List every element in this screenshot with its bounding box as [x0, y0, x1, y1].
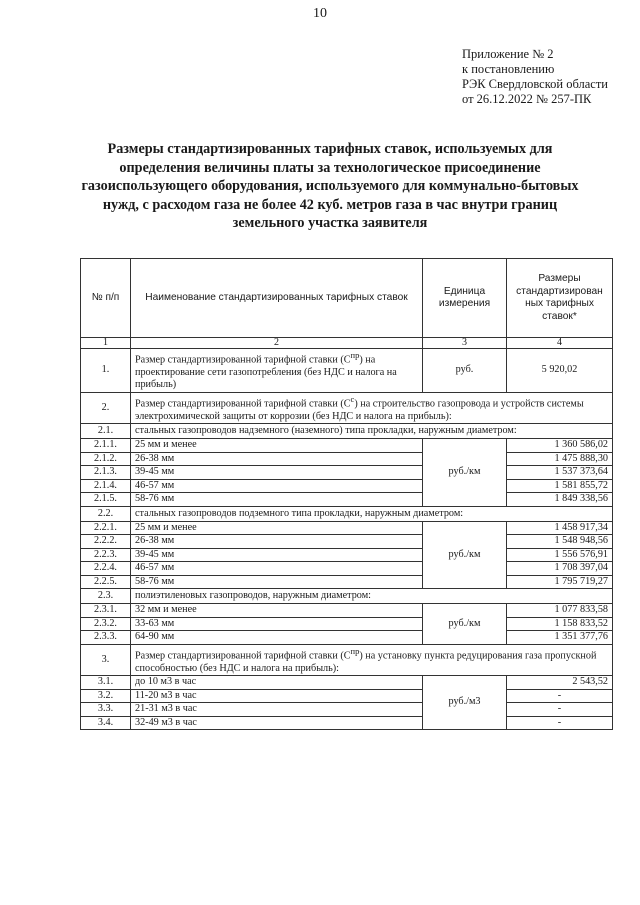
row-num: 2.2. — [81, 506, 131, 521]
header-name: Наименование стандартизированных тарифных ставок — [131, 259, 423, 338]
table-row — [81, 466, 613, 480]
row-num: 2.2.3. — [81, 548, 131, 562]
row-num: 2.2.4. — [81, 562, 131, 576]
row-num: 2.2.5. — [81, 575, 131, 589]
row-num: 2.1. — [81, 424, 131, 439]
row-unit: руб./м3 — [423, 676, 507, 730]
table-row — [81, 631, 613, 645]
table-row — [81, 452, 613, 466]
row-text: ) на установку пункта редуцирования газа пропускной способностью (без НДС и налога на прибыль): — [135, 650, 597, 674]
row-value: 1 537 373,64 — [507, 466, 613, 480]
header-size-line: ставок* — [542, 310, 577, 322]
row-name — [131, 349, 423, 393]
row-name: 46-57 мм — [131, 562, 423, 576]
table-row-1 — [81, 349, 613, 393]
row-text: ) на проектирование сети газопотребления (без НДС и налога на прибыль) — [135, 354, 397, 391]
row-name: 39-45 мм — [131, 466, 423, 480]
table-row — [81, 521, 613, 535]
row-name: 25 мм и менее — [131, 439, 423, 453]
row-num: 3.1. — [81, 676, 131, 690]
row-num: 2.1.4. — [81, 479, 131, 493]
row-value: 1 458 917,34 — [507, 521, 613, 535]
row-num: 2.3.3. — [81, 631, 131, 645]
row-num: 2.3.2. — [81, 617, 131, 631]
col-index: 3 — [423, 338, 507, 349]
row-unit: руб. — [423, 349, 507, 393]
row-num: 3.3. — [81, 703, 131, 717]
group-label: стальных газопроводов надземного (наземного) типа прокладки, наружным диаметром: — [131, 424, 613, 439]
col-index: 2 — [131, 338, 423, 349]
col-index: 4 — [507, 338, 613, 349]
group-row-2-2 — [81, 506, 613, 521]
row-sup: пр — [350, 350, 360, 360]
column-index-row — [81, 338, 613, 349]
row-sup: с — [350, 393, 355, 404]
table-row — [81, 535, 613, 549]
row-name — [131, 392, 613, 423]
header-size-line: ных тарифных — [525, 298, 594, 309]
group-label: стальных газопроводов подземного типа прокладки, наружным диаметром: — [131, 506, 613, 521]
row-name: 58-76 мм — [131, 493, 423, 507]
row-value: 1 360 586,02 — [507, 439, 613, 453]
row-num: 3.2. — [81, 689, 131, 703]
row-name: 32-49 м3 в час — [131, 716, 423, 730]
table-row — [81, 548, 613, 562]
row-value: 1 351 377,76 — [507, 631, 613, 645]
row-name: 25 мм и менее — [131, 521, 423, 535]
tariff-table — [80, 258, 613, 730]
row-text: Размер стандартизированной тарифной ставки (С — [135, 650, 351, 662]
title-line: земельного участка заявителя — [232, 215, 428, 232]
row-name: 46-57 мм — [131, 479, 423, 493]
row-num: 2.3. — [81, 589, 131, 604]
table-row-2 — [81, 392, 613, 423]
row-num: 2.3.1. — [81, 604, 131, 618]
annex-line: Приложение № 2 — [462, 47, 554, 61]
row-value: - — [507, 689, 613, 703]
row-num: 2.1.3. — [81, 466, 131, 480]
header-size — [507, 259, 613, 338]
group-row-2-3 — [81, 589, 613, 604]
row-text: Размер стандартизированной тарифной ставки (С — [135, 398, 351, 410]
row-value: - — [507, 716, 613, 730]
header-unit — [423, 259, 507, 338]
row-num: 3. — [81, 644, 131, 675]
col-index: 1 — [81, 338, 131, 349]
row-num: 1. — [81, 349, 131, 393]
row-value: 1 795 719,27 — [507, 575, 613, 589]
row-value: - — [507, 703, 613, 717]
header-size-line: стандартизирован — [516, 285, 603, 297]
row-text: Размер стандартизированной тарифной ставки (С — [135, 354, 351, 366]
row-value: 2 543,52 — [507, 676, 613, 690]
row-unit: руб./км — [423, 521, 507, 589]
row-name: 32 мм и менее — [131, 604, 423, 618]
row-name: 11-20 м3 в час — [131, 689, 423, 703]
group-label: полиэтиленовых газопроводов, наружным диаметром: — [131, 589, 613, 604]
header-size-line: Размеры — [538, 273, 581, 284]
row-text: ) на строительство газопровода и устройств системы электрохимической защиты от коррозии (без НДС и налога на прибыль): — [135, 398, 584, 422]
table-row — [81, 617, 613, 631]
header-num: № п/п — [81, 259, 131, 338]
title-line: Размеры стандартизированных тарифных ставок, используемых для — [107, 141, 553, 157]
table-header-row — [81, 259, 613, 338]
table-row — [81, 479, 613, 493]
title-line: газоиспользующего оборудования, используемого для коммунально-бытовых — [81, 178, 579, 195]
table-row — [81, 575, 613, 589]
row-num: 3.4. — [81, 716, 131, 730]
row-name: 26-38 мм — [131, 535, 423, 549]
header-unit-line: измерения — [438, 298, 491, 309]
row-name: до 10 м3 в час — [131, 676, 423, 690]
table-row — [81, 562, 613, 576]
row-sup: пр — [350, 645, 360, 656]
annex-block — [462, 47, 608, 107]
annex-line: к постановлению — [462, 62, 555, 76]
row-name: 64-90 мм — [131, 631, 423, 645]
row-name: 39-45 мм — [131, 548, 423, 562]
row-num: 2.1.1. — [81, 439, 131, 453]
title-line: определения величины платы за технологическое присоединение — [119, 159, 541, 176]
row-value: 1 708 397,04 — [507, 562, 613, 576]
row-name — [131, 644, 613, 675]
row-value: 1 581 855,72 — [507, 479, 613, 493]
row-num: 2.2.1. — [81, 521, 131, 535]
table-row — [81, 689, 613, 703]
row-value: 1 849 338,56 — [507, 493, 613, 507]
row-unit: руб./км — [423, 439, 507, 507]
document-title — [70, 140, 590, 233]
annex-line: от 26.12.2022 № 257-ПК — [462, 92, 592, 106]
group-row-2-1 — [81, 424, 613, 439]
row-name: 33-63 мм — [131, 617, 423, 631]
row-name: 26-38 мм — [131, 452, 423, 466]
row-value: 1 077 833,58 — [507, 604, 613, 618]
row-num: 2.2.2. — [81, 535, 131, 549]
row-num: 2.1.5. — [81, 493, 131, 507]
table-row — [81, 604, 613, 618]
page-number: 10 — [313, 6, 327, 21]
table-row — [81, 439, 613, 453]
annex-line: РЭК Свердловской области — [462, 77, 608, 91]
row-name: 58-76 мм — [131, 575, 423, 589]
row-num: 2. — [81, 392, 131, 423]
row-value: 5 920,02 — [507, 349, 613, 393]
row-value: 1 548 948,56 — [507, 535, 613, 549]
table-row — [81, 493, 613, 507]
table-row-3 — [81, 644, 613, 675]
row-num: 2.1.2. — [81, 452, 131, 466]
table-row — [81, 716, 613, 730]
row-unit: руб./км — [423, 604, 507, 645]
row-value: 1 475 888,30 — [507, 452, 613, 466]
row-name: 21-31 м3 в час — [131, 703, 423, 717]
header-unit-line: Единица — [443, 285, 486, 297]
row-value: 1 158 833,52 — [507, 617, 613, 631]
row-value: 1 556 576,91 — [507, 548, 613, 562]
table-row — [81, 703, 613, 717]
title-line: нужд, с расходом газа не более 42 куб. метров газа в час внутри границ — [102, 196, 558, 213]
table-row — [81, 676, 613, 690]
